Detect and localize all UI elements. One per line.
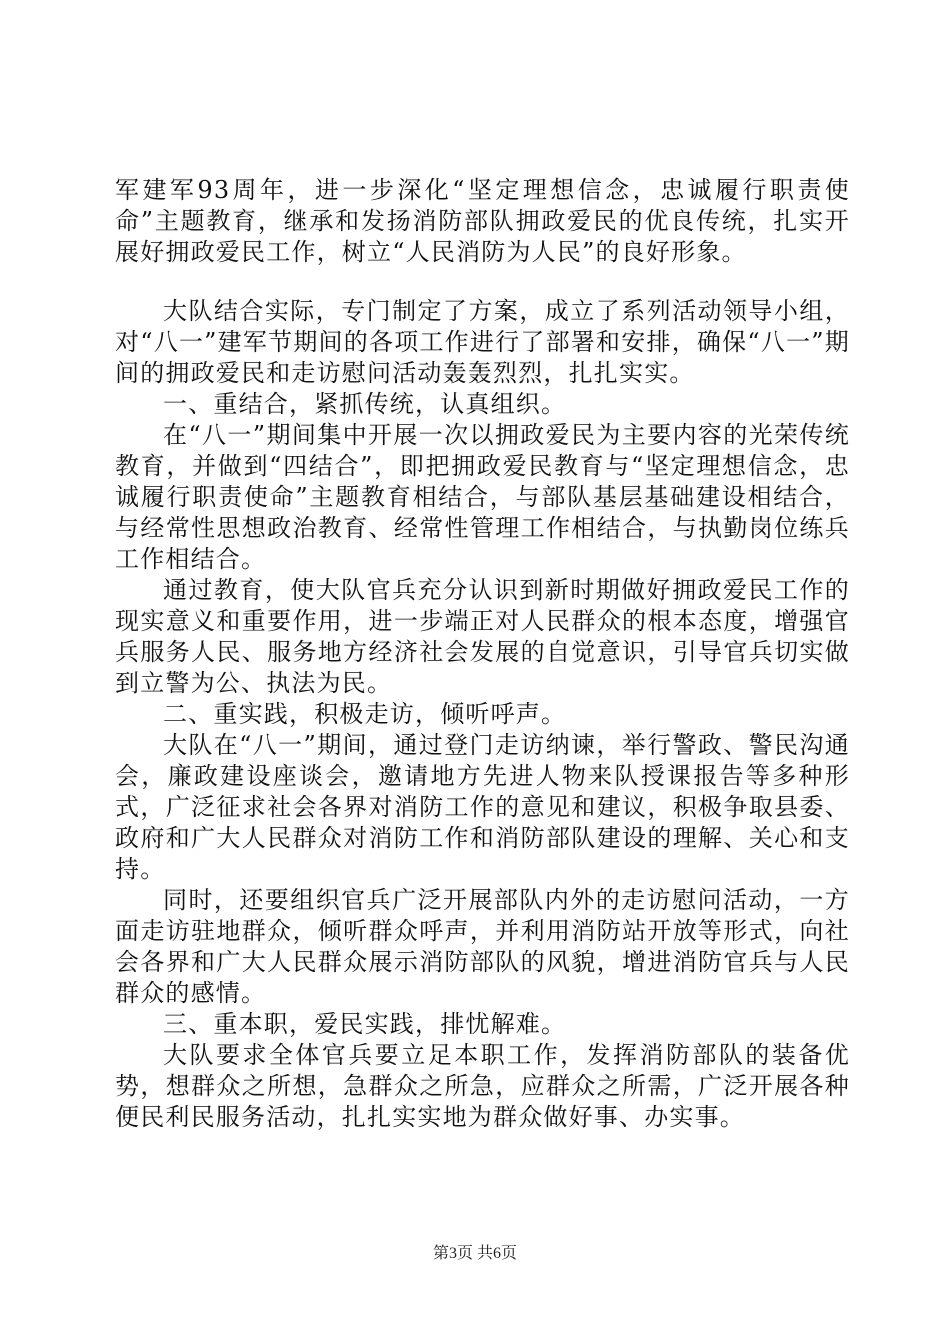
paragraph-overview: 大队结合实际，专门制定了方案，成立了系列活动领导小组，对“八一”建军节期间的各项工作进行了部署和安排，确保“八一”期间的拥政爱民和走访慰问活动轰轰烈烈，扎扎实实。 [115,297,850,387]
paragraph-education-goals: 通过教育，使大队官兵充分认识到新时期做好拥政爱民工作的现实意义和重要作用，进一步端正对人民群众的根本态度，增强官兵服务人民、服务地方经济社会发展的自觉意识，引导官兵切实做到立警为公、执法为民。 [115,576,850,697]
paragraph-intro-continuation: 军建军93周年，进一步深化“坚定理想信念，忠诚履行职责使命”主题教育，继承和发扬消防部队拥政爱民的优良传统，扎实开展好拥政爱民工作，树立“人民消防为人民”的良好形象。 [115,176,850,266]
paragraph-service: 大队要求全体官兵要立足本职工作，发挥消防部队的装备优势，想群众之所想，急群众之所急，应群众之所需，广泛开展各种便民利民服务活动，扎扎实实地为群众做好事、办实事。 [115,1041,850,1131]
section-heading-2: 二、重实践，积极走访，倾听呼声。 [163,700,567,728]
document-body [115,175,850,1133]
page-number-footer: 第3页 共6页 [432,1245,517,1262]
paragraph-visits: 大队在“八一”期间，通过登门走访纳谏，举行警政、警民沟通会，廉政建设座谈会，邀请地方先进人物来队授课报告等多种形式，广泛征求社会各界对消防工作的意见和建议，积极争取县委、政府和广大人民群众对消防工作和消防部队建设的理解、关心和支持。 [115,731,850,883]
paragraph-outreach: 同时，还要组织官兵广泛开展部队内外的走访慰问活动，一方面走访驻地群众，倾听群众呼声，并利用消防站开放等形式，向社会各界和广大人民群众展示消防部队的风貌，增进消防官兵与人民群众的感情。 [115,886,850,1007]
paragraph-gap [115,268,850,296]
paragraph-education: 在“八一”期间集中开展一次以拥政爱民为主要内容的光荣传统教育，并做到“四结合”，即把拥政爱民教育与“坚定理想信念，忠诚履行职责使命”主题教育相结合，与部队基层基础建设相结合，与经常性思想政治教育、经常性管理工作相结合，与执勤岗位练兵工作相结合。 [115,421,850,573]
section-heading-3: 三、重本职，爱民实践，排忧解难。 [163,1010,567,1038]
section-heading-1: 一、重结合，紧抓传统，认真组织。 [163,390,567,418]
